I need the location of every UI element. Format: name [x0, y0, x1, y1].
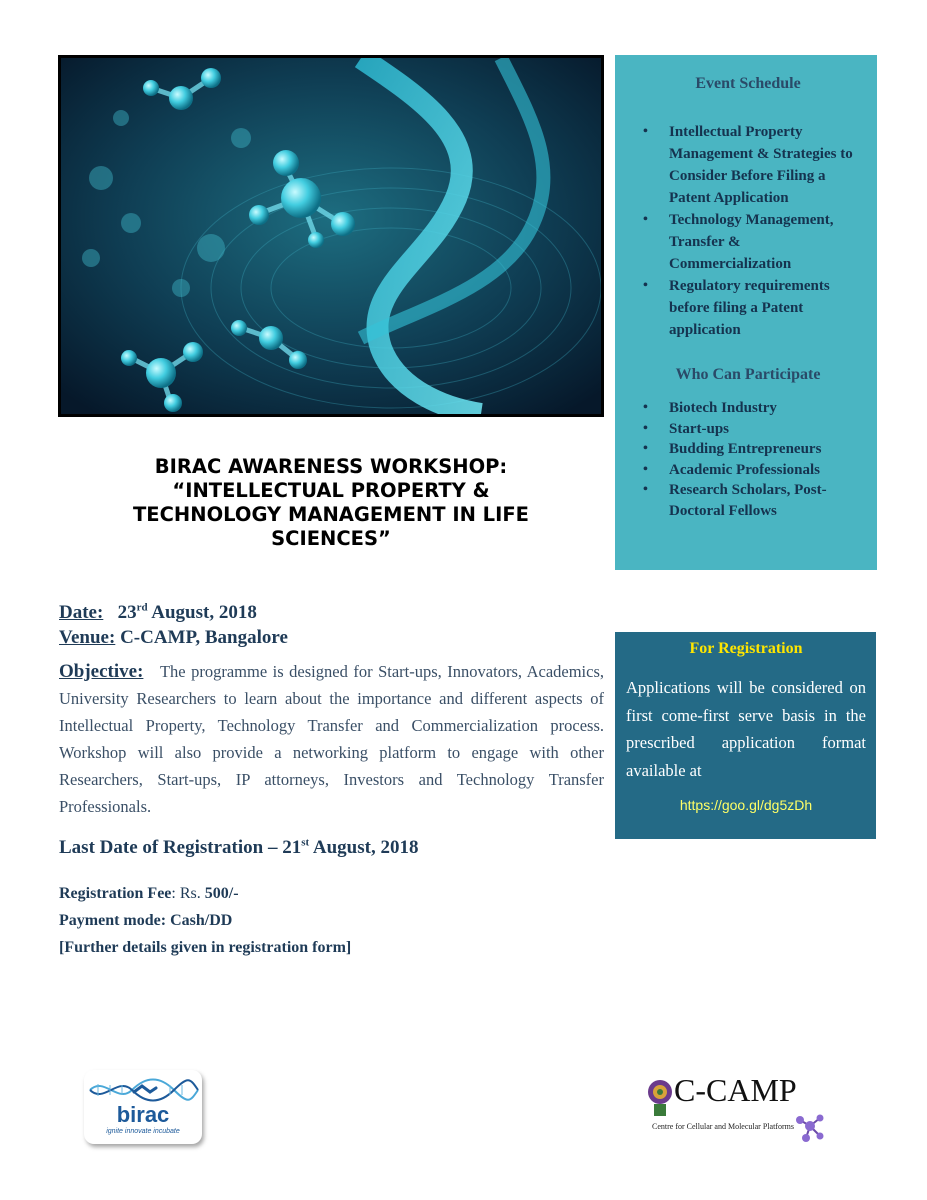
event-schedule-panel — [615, 55, 877, 570]
event-schedule-heading: Event Schedule — [695, 75, 801, 92]
hero-image — [58, 55, 604, 417]
fee-separator: : Rs. — [171, 885, 205, 902]
date-row — [59, 600, 604, 625]
registration-text: Applications will be considered on first come-first serve basis in the prescribed application format available at — [626, 678, 866, 780]
participant-item: • Biotech Industry — [669, 398, 861, 419]
date-rest: August, 2018 — [147, 602, 257, 623]
objective-label: Objective: — [59, 661, 144, 682]
participant-item: • Budding Entrepreneurs — [669, 439, 861, 460]
payment-mode: Payment mode: Cash/DD — [59, 912, 233, 929]
fee-row — [59, 880, 351, 907]
venue-label: Venue: — [59, 627, 116, 648]
objective-paragraph — [59, 658, 604, 820]
schedule-item: • Technology Management, Transfer & Commercialization — [669, 209, 861, 275]
schedule-item: • Regulatory requirements before filing a Patent application — [669, 275, 861, 341]
date-suffix: rd — [136, 601, 148, 614]
fee-value: 500/- — [204, 885, 239, 902]
participant-item: • Research Scholars, Post-Doctoral Fellows — [669, 480, 861, 521]
event-schedule-list — [635, 121, 861, 341]
workshop-title — [62, 455, 600, 551]
molecule-dna-illustration — [61, 58, 601, 414]
birac-logo — [84, 1070, 202, 1144]
registration-link[interactable]: https://goo.gl/dg5zDh — [679, 797, 813, 813]
ccamp-subtitle: Centre for Cellular and Molecular Platforms — [652, 1122, 794, 1131]
objective-text: The programme is designed for Start-ups, Innovators, Academics, University Researchers to learn about the importance and different aspects of Intellectual Property, Technology Transfer and Commercialization process. Workshop will also provide a networking platform to engage with other Researchers, Start-ups, IP attorneys, Investors and Technology Transfer Professionals. — [59, 662, 605, 816]
ccamp-emblem-icon — [646, 1076, 676, 1118]
schedule-item: • Intellectual Property Management & Strategies to Consider Before Filing a Patent Application — [669, 121, 861, 209]
last-date-rest: August, 2018 — [309, 837, 419, 858]
further-details-note: [Further details given in registration form] — [59, 939, 352, 956]
registration-panel — [615, 632, 876, 839]
venue-value: C-CAMP, Bangalore — [115, 627, 288, 648]
registration-heading: For Registration — [689, 640, 803, 657]
fee-label: Registration Fee — [59, 885, 172, 902]
date-day: 23 — [117, 602, 137, 623]
ccamp-wordmark: C-CAMP — [674, 1072, 797, 1108]
participant-list — [635, 398, 861, 521]
birac-tagline: ignite innovate incubate — [106, 1128, 180, 1135]
last-registration-date — [59, 837, 418, 859]
participant-item: • Start-ups — [669, 419, 861, 440]
fee-details — [59, 880, 351, 961]
venue-row — [59, 625, 604, 650]
birac-wordmark: birac — [116, 1102, 170, 1127]
participant-item: • Academic Professionals — [669, 460, 861, 481]
workshop-title-line: “INTELLECTUAL PROPERTY & — [172, 479, 490, 502]
workshop-title-line: BIRAC AWARENESS WORKSHOP: — [154, 455, 508, 478]
last-date-prefix: Last Date of Registration – 21 — [59, 837, 302, 858]
who-can-participate-heading: Who Can Participate — [675, 366, 821, 383]
ccamp-logo — [644, 1072, 834, 1146]
workshop-title-line: TECHNOLOGY MANAGEMENT IN LIFE — [133, 503, 529, 526]
workshop-title-line: SCIENCES” — [271, 527, 391, 550]
molecule-icon — [792, 1110, 826, 1144]
date-label: Date: — [59, 602, 104, 623]
last-date-suffix: st — [301, 836, 310, 849]
workshop-details — [59, 600, 604, 820]
